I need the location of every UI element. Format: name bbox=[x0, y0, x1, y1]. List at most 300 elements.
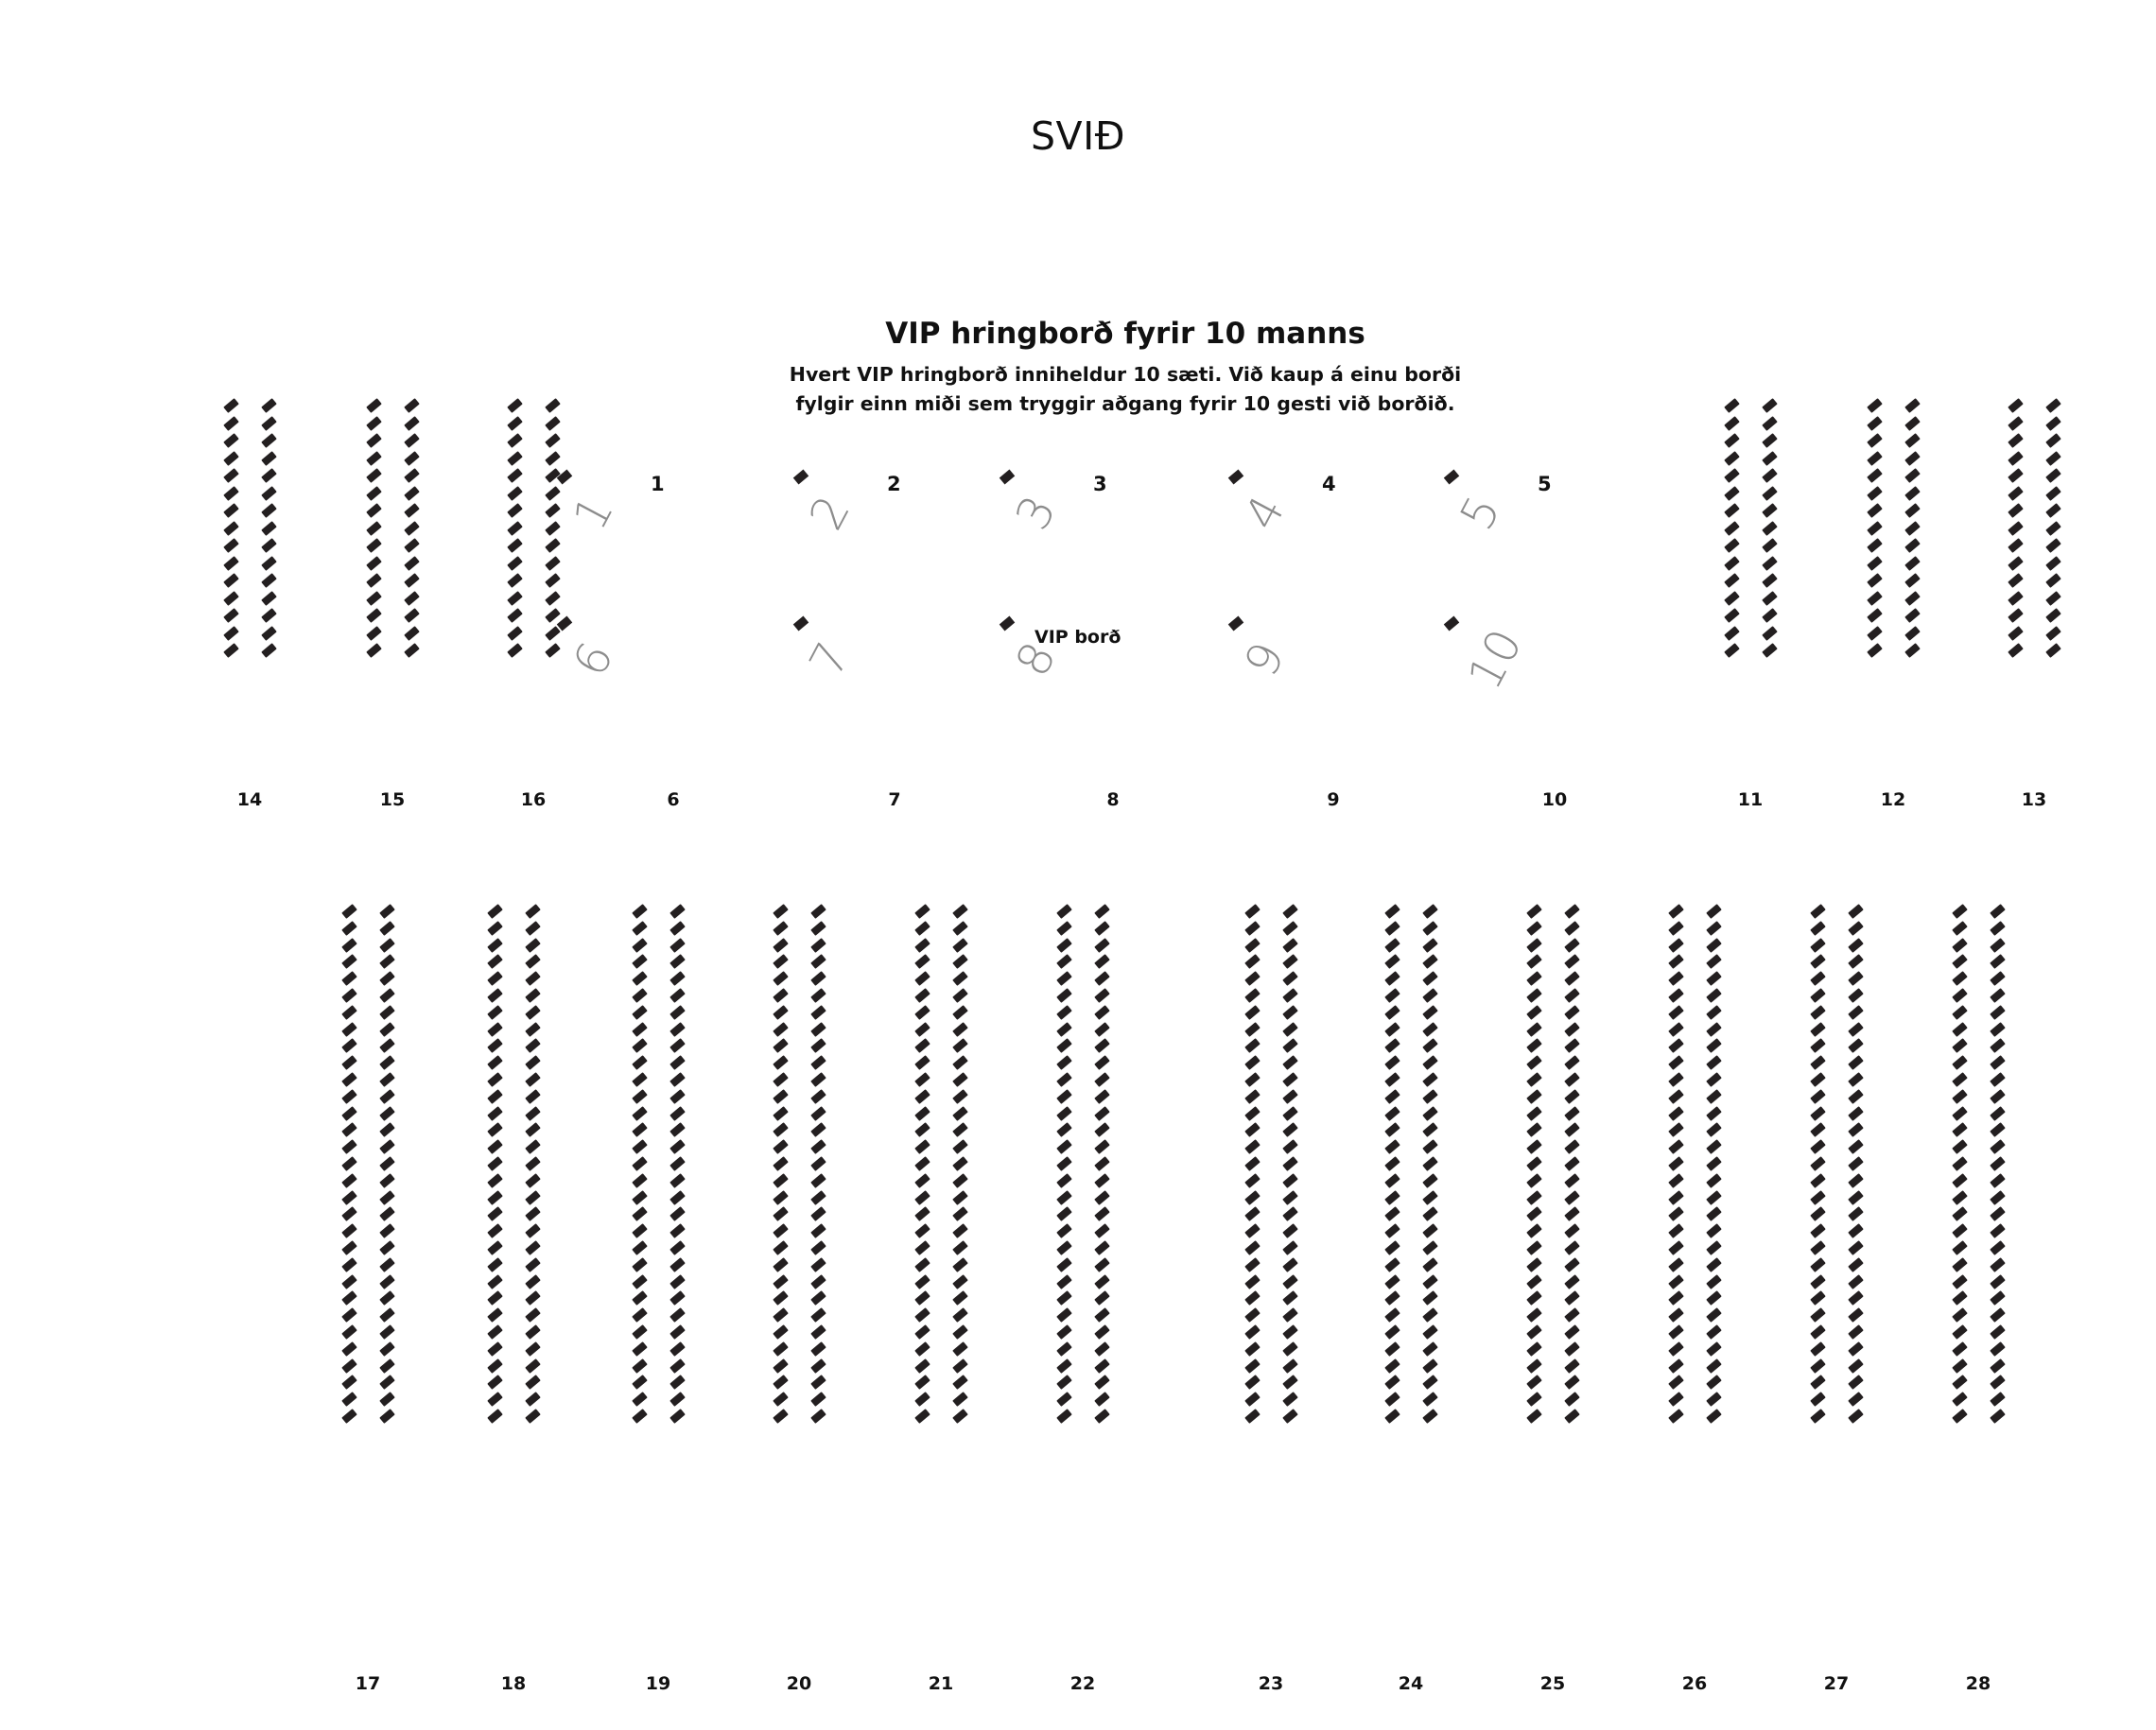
seat[interactable] bbox=[632, 1257, 648, 1272]
seat[interactable] bbox=[1526, 1089, 1542, 1104]
seat[interactable] bbox=[1904, 591, 1921, 606]
seat[interactable] bbox=[1952, 1055, 1968, 1070]
seat[interactable] bbox=[1990, 1307, 2006, 1323]
seat[interactable] bbox=[1244, 1089, 1261, 1104]
seat[interactable] bbox=[1706, 1358, 1722, 1374]
seat[interactable] bbox=[341, 1039, 357, 1054]
seat[interactable] bbox=[2008, 626, 2024, 641]
seat[interactable] bbox=[773, 1375, 789, 1391]
seat[interactable] bbox=[1564, 1139, 1580, 1154]
seat[interactable] bbox=[1422, 938, 1438, 953]
seat[interactable] bbox=[632, 1106, 648, 1121]
seat[interactable] bbox=[1384, 955, 1400, 970]
seat[interactable] bbox=[1384, 1358, 1400, 1374]
seat[interactable] bbox=[632, 1139, 648, 1154]
seat[interactable] bbox=[379, 938, 395, 953]
seat[interactable] bbox=[914, 921, 930, 936]
seat[interactable] bbox=[914, 1307, 930, 1323]
seat[interactable] bbox=[1724, 521, 1740, 536]
seat[interactable] bbox=[525, 938, 541, 953]
seat[interactable] bbox=[1668, 1341, 1684, 1357]
seat[interactable] bbox=[773, 921, 789, 936]
seat[interactable] bbox=[1904, 451, 1921, 466]
seat[interactable] bbox=[1668, 1139, 1684, 1154]
seat[interactable] bbox=[223, 643, 239, 658]
seat[interactable] bbox=[404, 521, 420, 536]
seat[interactable] bbox=[1282, 1274, 1298, 1289]
seat[interactable] bbox=[507, 398, 523, 413]
seat[interactable] bbox=[1282, 1055, 1298, 1070]
seat[interactable] bbox=[1422, 1392, 1438, 1407]
seat[interactable] bbox=[507, 521, 523, 536]
seat[interactable] bbox=[379, 1190, 395, 1205]
seat[interactable] bbox=[379, 1089, 395, 1104]
seat[interactable] bbox=[525, 1190, 541, 1205]
vip-table-9[interactable] bbox=[1229, 619, 1371, 733]
seat[interactable] bbox=[1564, 1240, 1580, 1255]
seat[interactable] bbox=[1526, 1341, 1542, 1357]
seat[interactable] bbox=[487, 1123, 503, 1138]
seat[interactable] bbox=[1668, 1324, 1684, 1340]
seat[interactable] bbox=[223, 556, 239, 571]
seat[interactable] bbox=[1706, 1089, 1722, 1104]
seat[interactable] bbox=[914, 1274, 930, 1289]
seat[interactable] bbox=[1244, 921, 1261, 936]
seat[interactable] bbox=[1668, 1358, 1684, 1374]
seat[interactable] bbox=[1244, 1291, 1261, 1306]
seat[interactable] bbox=[1904, 486, 1921, 501]
seat[interactable] bbox=[1422, 1005, 1438, 1020]
seat[interactable] bbox=[2008, 468, 2024, 483]
seat[interactable] bbox=[1244, 938, 1261, 953]
seat[interactable] bbox=[525, 988, 541, 1003]
seat[interactable] bbox=[632, 1240, 648, 1255]
seat[interactable] bbox=[773, 1139, 789, 1154]
seat[interactable] bbox=[1056, 1274, 1072, 1289]
seat[interactable] bbox=[341, 1106, 357, 1121]
seat[interactable] bbox=[487, 1274, 503, 1289]
seat[interactable] bbox=[525, 1341, 541, 1357]
seat[interactable] bbox=[261, 433, 277, 448]
seat[interactable] bbox=[1810, 921, 1826, 936]
seat[interactable] bbox=[1422, 1089, 1438, 1104]
seat[interactable] bbox=[1706, 1409, 1722, 1424]
seat[interactable] bbox=[2045, 538, 2061, 553]
seat[interactable] bbox=[1526, 1307, 1542, 1323]
seat[interactable] bbox=[810, 1139, 826, 1154]
seat[interactable] bbox=[1848, 1190, 1864, 1205]
seat[interactable] bbox=[669, 1139, 686, 1154]
seat[interactable] bbox=[1724, 538, 1740, 553]
seat[interactable] bbox=[810, 1190, 826, 1205]
seat[interactable] bbox=[1526, 1123, 1542, 1138]
seat[interactable] bbox=[1762, 556, 1778, 571]
seat[interactable] bbox=[1990, 1156, 2006, 1171]
seat[interactable] bbox=[366, 398, 382, 413]
seat[interactable] bbox=[487, 955, 503, 970]
seat[interactable] bbox=[1762, 521, 1778, 536]
seat[interactable] bbox=[2045, 451, 2061, 466]
seat[interactable] bbox=[1990, 1139, 2006, 1154]
seat[interactable] bbox=[1422, 1190, 1438, 1205]
seat[interactable] bbox=[1056, 1324, 1072, 1340]
seat[interactable] bbox=[1990, 1341, 2006, 1357]
seat[interactable] bbox=[1422, 1139, 1438, 1154]
seat[interactable] bbox=[773, 1257, 789, 1272]
seat[interactable] bbox=[379, 1392, 395, 1407]
seat[interactable] bbox=[1526, 1055, 1542, 1070]
seat[interactable] bbox=[1564, 988, 1580, 1003]
seat[interactable] bbox=[1848, 1106, 1864, 1121]
seat[interactable] bbox=[1244, 1257, 1261, 1272]
seat[interactable] bbox=[810, 1156, 826, 1171]
seat[interactable] bbox=[1867, 468, 1883, 483]
seat[interactable] bbox=[669, 1123, 686, 1138]
seat[interactable] bbox=[1810, 1341, 1826, 1357]
seat[interactable] bbox=[2008, 591, 2024, 606]
seat[interactable] bbox=[507, 591, 523, 606]
seat[interactable] bbox=[1762, 626, 1778, 641]
seat[interactable] bbox=[1282, 1173, 1298, 1188]
seat[interactable] bbox=[507, 503, 523, 518]
seat[interactable] bbox=[773, 1392, 789, 1407]
seat[interactable] bbox=[261, 451, 277, 466]
seat[interactable] bbox=[1810, 1307, 1826, 1323]
seat[interactable] bbox=[1244, 1055, 1261, 1070]
seat[interactable] bbox=[1564, 1324, 1580, 1340]
seat[interactable] bbox=[1762, 468, 1778, 483]
seat[interactable] bbox=[1867, 416, 1883, 431]
seat[interactable] bbox=[545, 416, 561, 431]
seat[interactable] bbox=[1904, 521, 1921, 536]
seat[interactable] bbox=[1526, 1156, 1542, 1171]
seat[interactable] bbox=[1990, 1173, 2006, 1188]
seat[interactable] bbox=[1422, 1358, 1438, 1374]
seat[interactable] bbox=[773, 1409, 789, 1424]
seat[interactable] bbox=[2008, 451, 2024, 466]
seat[interactable] bbox=[669, 1307, 686, 1323]
seat[interactable] bbox=[1706, 1173, 1722, 1188]
seat[interactable] bbox=[1706, 1039, 1722, 1054]
seat[interactable] bbox=[1848, 1072, 1864, 1087]
seat[interactable] bbox=[1384, 1039, 1400, 1054]
seat[interactable] bbox=[1564, 1022, 1580, 1037]
seat[interactable] bbox=[1056, 1173, 1072, 1188]
seat[interactable] bbox=[1990, 1005, 2006, 1020]
seat[interactable] bbox=[525, 1072, 541, 1087]
seat[interactable] bbox=[1762, 608, 1778, 623]
seat[interactable] bbox=[379, 1072, 395, 1087]
seat[interactable] bbox=[952, 988, 968, 1003]
seat[interactable] bbox=[1724, 503, 1740, 518]
seat[interactable] bbox=[773, 1173, 789, 1188]
seat[interactable] bbox=[1810, 988, 1826, 1003]
seat[interactable] bbox=[1668, 1022, 1684, 1037]
seat[interactable] bbox=[1848, 1341, 1864, 1357]
seat[interactable] bbox=[223, 398, 239, 413]
seat[interactable] bbox=[914, 1156, 930, 1171]
seat[interactable] bbox=[1952, 1089, 1968, 1104]
seat[interactable] bbox=[1952, 1039, 1968, 1054]
seat[interactable] bbox=[1952, 1358, 1968, 1374]
seat[interactable] bbox=[669, 1358, 686, 1374]
seat[interactable] bbox=[1056, 1257, 1072, 1272]
seat[interactable] bbox=[669, 1274, 686, 1289]
seat[interactable] bbox=[525, 1156, 541, 1171]
seat[interactable] bbox=[1990, 1409, 2006, 1424]
seat[interactable] bbox=[1056, 1055, 1072, 1070]
seat[interactable] bbox=[952, 1123, 968, 1138]
seat[interactable] bbox=[1810, 1291, 1826, 1306]
seat[interactable] bbox=[1564, 1190, 1580, 1205]
seat[interactable] bbox=[952, 1022, 968, 1037]
seat[interactable] bbox=[366, 626, 382, 641]
seat[interactable] bbox=[1282, 1375, 1298, 1391]
vip-table-1[interactable] bbox=[558, 473, 700, 586]
seat[interactable] bbox=[1282, 1156, 1298, 1171]
seat[interactable] bbox=[1422, 955, 1438, 970]
seat[interactable] bbox=[952, 1106, 968, 1121]
seat[interactable] bbox=[525, 1223, 541, 1238]
seat[interactable] bbox=[1244, 1358, 1261, 1374]
seat[interactable] bbox=[1810, 1123, 1826, 1138]
seat[interactable] bbox=[1094, 1207, 1110, 1222]
seat[interactable] bbox=[525, 1274, 541, 1289]
seat[interactable] bbox=[1810, 1156, 1826, 1171]
seat[interactable] bbox=[1848, 1307, 1864, 1323]
seat[interactable] bbox=[1564, 1055, 1580, 1070]
seat[interactable] bbox=[1282, 1409, 1298, 1424]
seat[interactable] bbox=[1952, 1139, 1968, 1154]
seat[interactable] bbox=[1762, 538, 1778, 553]
seat[interactable] bbox=[669, 1089, 686, 1104]
seat[interactable] bbox=[810, 1039, 826, 1054]
seat[interactable] bbox=[1668, 1005, 1684, 1020]
seat[interactable] bbox=[1706, 1240, 1722, 1255]
seat[interactable] bbox=[1094, 1291, 1110, 1306]
seat[interactable] bbox=[1526, 921, 1542, 936]
seat[interactable] bbox=[1526, 1324, 1542, 1340]
seat[interactable] bbox=[525, 1207, 541, 1222]
seat[interactable] bbox=[773, 938, 789, 953]
seat[interactable] bbox=[914, 1106, 930, 1121]
seat[interactable] bbox=[1952, 1123, 1968, 1138]
seat[interactable] bbox=[1564, 1207, 1580, 1222]
seat[interactable] bbox=[1094, 1005, 1110, 1020]
seat[interactable] bbox=[1867, 486, 1883, 501]
seat[interactable] bbox=[1990, 1106, 2006, 1121]
seat[interactable] bbox=[669, 938, 686, 953]
seat[interactable] bbox=[914, 904, 930, 919]
seat[interactable] bbox=[1668, 1409, 1684, 1424]
seat[interactable] bbox=[1848, 1409, 1864, 1424]
seat[interactable] bbox=[669, 955, 686, 970]
seat[interactable] bbox=[261, 591, 277, 606]
seat[interactable] bbox=[810, 955, 826, 970]
seat[interactable] bbox=[669, 1173, 686, 1188]
seat[interactable] bbox=[952, 921, 968, 936]
seat[interactable] bbox=[1094, 1156, 1110, 1171]
seat[interactable] bbox=[669, 1072, 686, 1087]
seat[interactable] bbox=[366, 416, 382, 431]
seat[interactable] bbox=[1952, 904, 1968, 919]
seat[interactable] bbox=[810, 1207, 826, 1222]
seat[interactable] bbox=[1384, 904, 1400, 919]
seat[interactable] bbox=[1056, 1341, 1072, 1357]
seat[interactable] bbox=[223, 521, 239, 536]
seat[interactable] bbox=[366, 486, 382, 501]
seat[interactable] bbox=[810, 1274, 826, 1289]
seat[interactable] bbox=[507, 538, 523, 553]
seat[interactable] bbox=[1526, 1106, 1542, 1121]
seat[interactable] bbox=[1526, 1173, 1542, 1188]
seat[interactable] bbox=[487, 1240, 503, 1255]
seat[interactable] bbox=[952, 1324, 968, 1340]
seat[interactable] bbox=[773, 1190, 789, 1205]
seat[interactable] bbox=[341, 904, 357, 919]
seat[interactable] bbox=[1904, 626, 1921, 641]
seat[interactable] bbox=[223, 416, 239, 431]
seat[interactable] bbox=[1422, 1123, 1438, 1138]
seat[interactable] bbox=[810, 904, 826, 919]
seat[interactable] bbox=[404, 626, 420, 641]
seat[interactable] bbox=[261, 398, 277, 413]
seat[interactable] bbox=[2008, 521, 2024, 536]
seat[interactable] bbox=[1094, 1392, 1110, 1407]
seat[interactable] bbox=[632, 955, 648, 970]
seat[interactable] bbox=[952, 1190, 968, 1205]
seat[interactable] bbox=[1056, 1156, 1072, 1171]
seat[interactable] bbox=[1867, 608, 1883, 623]
seat[interactable] bbox=[1422, 1409, 1438, 1424]
seat[interactable] bbox=[632, 904, 648, 919]
seat[interactable] bbox=[952, 1307, 968, 1323]
seat[interactable] bbox=[1422, 1156, 1438, 1171]
seat[interactable] bbox=[1848, 971, 1864, 986]
seat[interactable] bbox=[1990, 1207, 2006, 1222]
seat[interactable] bbox=[487, 971, 503, 986]
seat[interactable] bbox=[1810, 1240, 1826, 1255]
seat[interactable] bbox=[1094, 904, 1110, 919]
seat[interactable] bbox=[1056, 1106, 1072, 1121]
seat[interactable] bbox=[404, 608, 420, 623]
seat[interactable] bbox=[525, 1307, 541, 1323]
seat[interactable] bbox=[1384, 1207, 1400, 1222]
seat[interactable] bbox=[952, 1207, 968, 1222]
seat[interactable] bbox=[632, 1005, 648, 1020]
seat[interactable] bbox=[1056, 955, 1072, 970]
seat[interactable] bbox=[1904, 398, 1921, 413]
seat[interactable] bbox=[1848, 1156, 1864, 1171]
seat[interactable] bbox=[1848, 904, 1864, 919]
seat[interactable] bbox=[914, 1039, 930, 1054]
seat[interactable] bbox=[1094, 1257, 1110, 1272]
seat[interactable] bbox=[487, 1005, 503, 1020]
seat[interactable] bbox=[261, 538, 277, 553]
seat[interactable] bbox=[1724, 433, 1740, 448]
seat[interactable] bbox=[1422, 904, 1438, 919]
seat[interactable] bbox=[952, 1291, 968, 1306]
seat[interactable] bbox=[379, 1409, 395, 1424]
seat[interactable] bbox=[525, 971, 541, 986]
seat[interactable] bbox=[1706, 938, 1722, 953]
seat[interactable] bbox=[1706, 1307, 1722, 1323]
seat[interactable] bbox=[223, 538, 239, 553]
seat[interactable] bbox=[1724, 573, 1740, 588]
seat[interactable] bbox=[223, 591, 239, 606]
seat[interactable] bbox=[952, 1274, 968, 1289]
seat[interactable] bbox=[1526, 1358, 1542, 1374]
seat[interactable] bbox=[952, 1257, 968, 1272]
seat[interactable] bbox=[223, 486, 239, 501]
seat[interactable] bbox=[487, 1375, 503, 1391]
seat[interactable] bbox=[952, 938, 968, 953]
seat[interactable] bbox=[1384, 988, 1400, 1003]
seat[interactable] bbox=[1810, 1106, 1826, 1121]
seat[interactable] bbox=[952, 971, 968, 986]
seat[interactable] bbox=[1282, 1257, 1298, 1272]
seat[interactable] bbox=[1384, 1240, 1400, 1255]
seat[interactable] bbox=[341, 1240, 357, 1255]
seat[interactable] bbox=[1668, 1039, 1684, 1054]
seat[interactable] bbox=[1094, 1072, 1110, 1087]
seat[interactable] bbox=[914, 971, 930, 986]
seat[interactable] bbox=[507, 573, 523, 588]
seat[interactable] bbox=[1810, 1039, 1826, 1054]
seat[interactable] bbox=[914, 1173, 930, 1188]
seat[interactable] bbox=[1668, 1190, 1684, 1205]
seat[interactable] bbox=[952, 1173, 968, 1188]
seat[interactable] bbox=[341, 1055, 357, 1070]
seat[interactable] bbox=[1526, 955, 1542, 970]
seat[interactable] bbox=[1904, 608, 1921, 623]
seat[interactable] bbox=[1094, 1375, 1110, 1391]
seat[interactable] bbox=[2008, 433, 2024, 448]
seat[interactable] bbox=[1668, 1375, 1684, 1391]
seat[interactable] bbox=[914, 1240, 930, 1255]
seat[interactable] bbox=[1384, 1392, 1400, 1407]
seat[interactable] bbox=[914, 1089, 930, 1104]
seat[interactable] bbox=[1904, 433, 1921, 448]
seat[interactable] bbox=[632, 1375, 648, 1391]
seat[interactable] bbox=[1526, 1072, 1542, 1087]
seat[interactable] bbox=[1668, 1055, 1684, 1070]
seat[interactable] bbox=[1244, 1341, 1261, 1357]
seat[interactable] bbox=[2008, 608, 2024, 623]
seat[interactable] bbox=[379, 971, 395, 986]
seat[interactable] bbox=[669, 971, 686, 986]
seat[interactable] bbox=[487, 1392, 503, 1407]
seat[interactable] bbox=[1244, 1190, 1261, 1205]
seat[interactable] bbox=[1094, 988, 1110, 1003]
seat[interactable] bbox=[669, 1156, 686, 1171]
seat[interactable] bbox=[1762, 433, 1778, 448]
seat[interactable] bbox=[773, 1207, 789, 1222]
seat[interactable] bbox=[379, 1257, 395, 1272]
seat[interactable] bbox=[632, 1123, 648, 1138]
seat[interactable] bbox=[341, 921, 357, 936]
seat[interactable] bbox=[1564, 971, 1580, 986]
seat[interactable] bbox=[507, 433, 523, 448]
seat[interactable] bbox=[1762, 643, 1778, 658]
seat[interactable] bbox=[1244, 1409, 1261, 1424]
seat[interactable] bbox=[1564, 1375, 1580, 1391]
seat[interactable] bbox=[487, 904, 503, 919]
seat[interactable] bbox=[1724, 398, 1740, 413]
seat[interactable] bbox=[1384, 1190, 1400, 1205]
seat[interactable] bbox=[810, 1358, 826, 1374]
seat[interactable] bbox=[1904, 556, 1921, 571]
